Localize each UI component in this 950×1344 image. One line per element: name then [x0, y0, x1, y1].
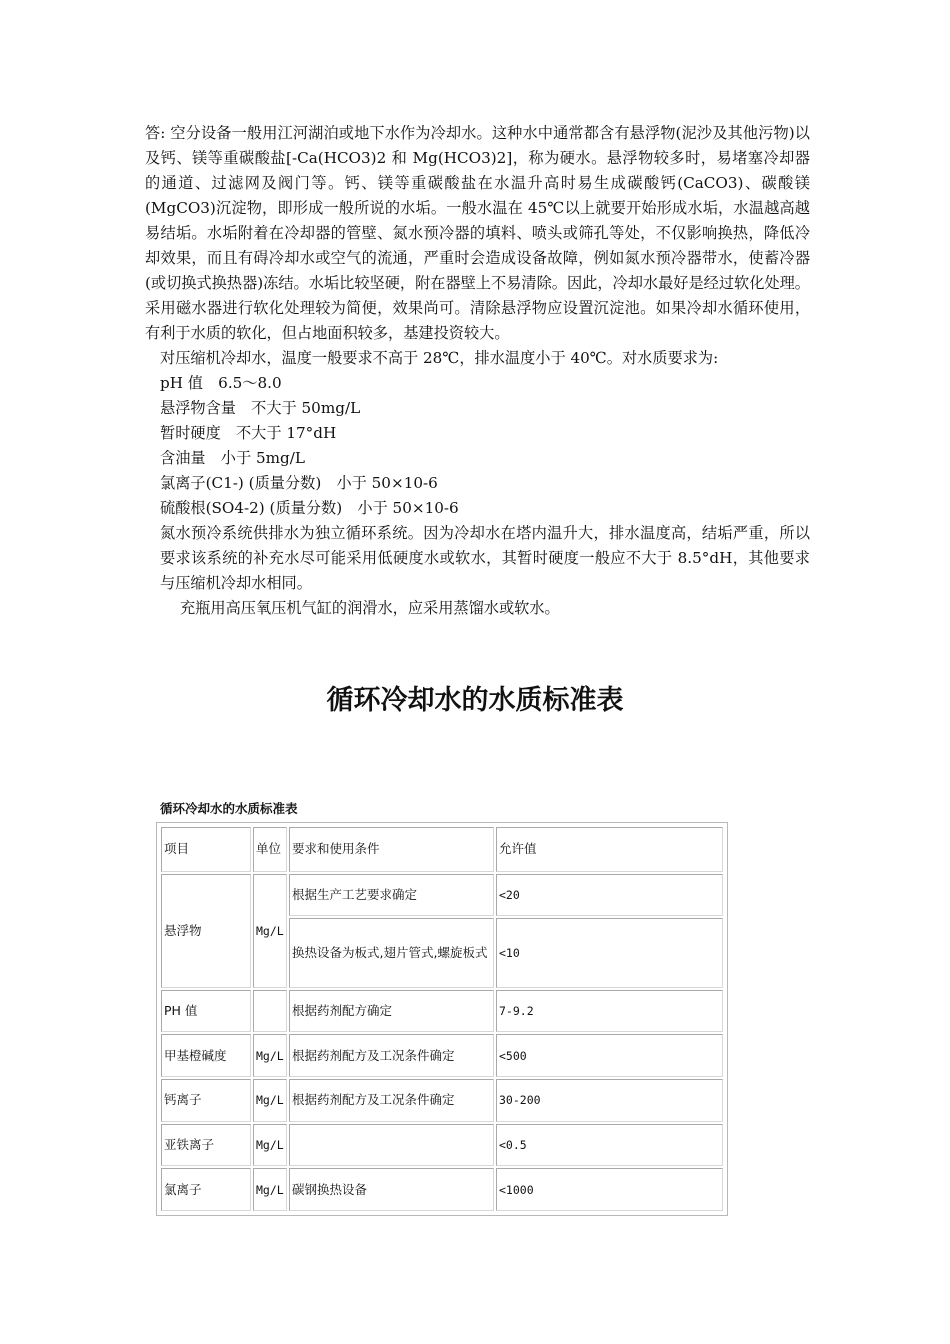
cell-condition: 根据药剂配方确定: [289, 990, 494, 1033]
requirement-oil: 含油量 小于 5mg/L: [160, 449, 305, 467]
cell-value: <1000: [496, 1168, 723, 1211]
requirement-ph: pH 值 6.5～8.0: [160, 374, 282, 392]
cell-item: PH 值: [161, 990, 251, 1033]
table-row: [161, 1034, 723, 1077]
header-item: 项目: [161, 827, 251, 872]
table-frame: [156, 822, 728, 1216]
cell-unit: Mg/L: [253, 1124, 287, 1167]
cell-unit: Mg/L: [253, 874, 287, 988]
table-row: [161, 1168, 723, 1211]
cell-condition: 根据药剂配方及工况条件确定: [289, 1079, 494, 1122]
cell-unit: [253, 990, 287, 1033]
table-row: [161, 874, 723, 917]
cell-condition: 根据药剂配方及工况条件确定: [289, 1034, 494, 1077]
body-text: [145, 121, 810, 621]
cell-unit: Mg/L: [253, 1034, 287, 1077]
cell-unit: Mg/L: [253, 1079, 287, 1122]
cell-item: 氯离子: [161, 1168, 251, 1211]
paragraph-answer: 答: 空分设备一般用江河湖泊或地下水作为冷却水。这种水中通常都含有悬浮物(泥沙及其他污物)以及钙、镁等重碳酸盐[-Ca(HCO3)2 和 Mg(HCO3)2]，称为硬水。悬浮物较多时，易堵塞冷却器的通道、过滤网及阀门等。钙、镁等重碳酸盐在水温升高时易生成碳酸钙(CaCO3)、碳酸镁(MgCO3)沉淀物，即形成一般所说的水垢。一般水温在 45℃以上就要开始形成水垢，水温越高越易结垢。水垢附着在冷却器的管壁、氮水预冷器的填料、喷头或筛孔等处，不仅影响换热，降低冷却效果，而且有碍冷却水或空气的流通，严重时会造成设备故障，例如氮水预冷器带水，使蓄冷器(或切换式换热器)冻结。水垢比较坚硬，附在器壁上不易清除。因此，冷却水最好是经过软化处理。采用磁水器进行软化处理较为简便，效果尚可。清除悬浮物应设置沉淀池。如果冷却水循环使用，有利于水质的软化，但占地面积较多，基建投资较大。: [145, 124, 810, 342]
table-row: [161, 990, 723, 1033]
cell-condition: 换热设备为板式,翅片管式,螺旋板式: [289, 918, 494, 987]
requirement-sulfate: 硫酸根(SO4-2) (质量分数) 小于 50×10-6: [160, 499, 459, 517]
paragraph-lubrication-water: 充瓶用高压氧压机气缸的润滑水，应采用蒸馏水或软水。: [180, 599, 560, 617]
paragraph-compressor-water: 对压缩机冷却水，温度一般要求不高于 28℃，排水温度小于 40℃。对水质要求为:: [160, 349, 719, 367]
header-unit: 单位: [253, 827, 287, 872]
table-row: [161, 1079, 723, 1122]
cell-condition: 碳钢换热设备: [289, 1168, 494, 1211]
cell-value: <500: [496, 1034, 723, 1077]
page-title: 循环冷却水的水质标准表: [326, 685, 624, 716]
requirement-chloride: 氯离子(C1-) (质量分数) 小于 50×10-6: [160, 474, 438, 492]
cell-value: <20: [496, 874, 723, 917]
water-quality-table: [159, 825, 725, 1213]
paragraph-nitrogen-water: 氮水预冷系统供排水为独立循环系统。因为冷却水在塔内温升大，排水温度高，结垢严重，所以要求该系统的补充水尽可能采用低硬度水或软水，其暂时硬度一般应不大于 8.5°dH，其他要求与压缩机冷却水相同。: [160, 524, 810, 592]
requirement-hardness: 暂时硬度 不大于 17°dH: [160, 424, 337, 442]
header-value: 允许值: [496, 827, 723, 872]
cell-value: 7-9.2: [496, 990, 723, 1033]
table-header-row: [161, 827, 723, 872]
cell-value: <10: [496, 918, 723, 987]
cell-item: 亚铁离子: [161, 1124, 251, 1167]
cell-condition: [289, 1124, 494, 1167]
table-caption: 循环冷却水的水质标准表: [160, 801, 298, 816]
cell-unit: Mg/L: [253, 1168, 287, 1211]
cell-item: 甲基橙碱度: [161, 1034, 251, 1077]
cell-value: 30-200: [496, 1079, 723, 1122]
table-row: [161, 1124, 723, 1167]
header-condition: 要求和使用条件: [289, 827, 494, 872]
requirement-suspended: 悬浮物含量 不大于 50mg/L: [160, 399, 361, 417]
cell-condition: 根据生产工艺要求确定: [289, 874, 494, 917]
cell-item: 钙离子: [161, 1079, 251, 1122]
cell-item: 悬浮物: [161, 874, 251, 988]
cell-value: <0.5: [496, 1124, 723, 1167]
